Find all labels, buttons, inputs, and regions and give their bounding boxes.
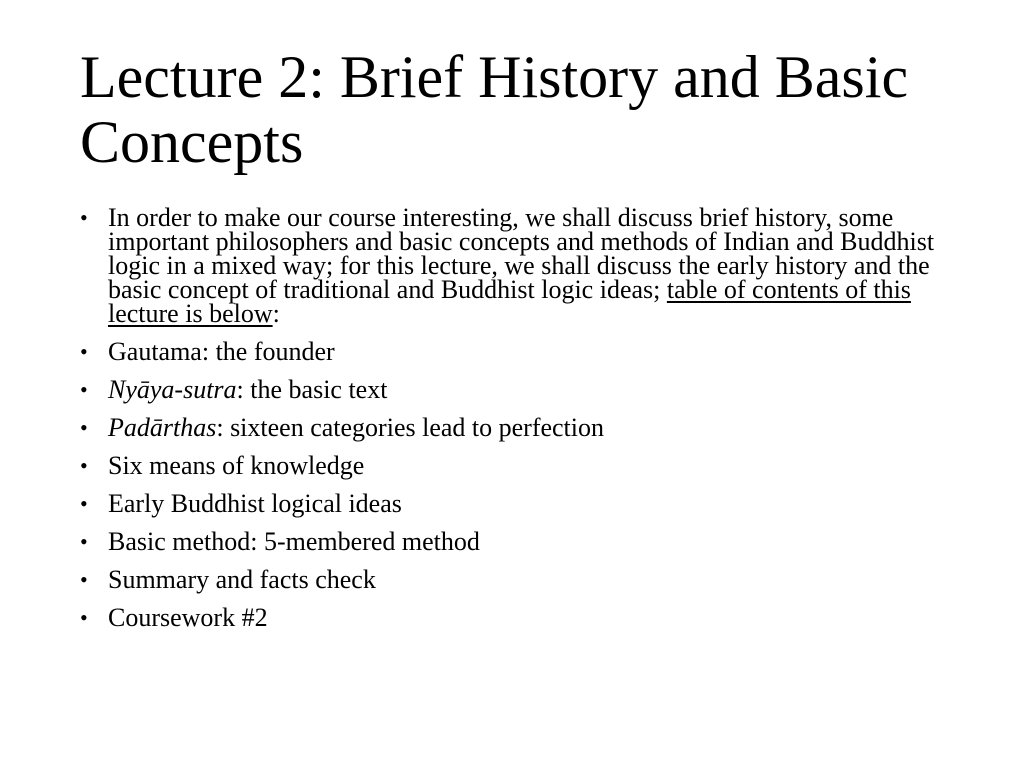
text-segment: Gautama: the founder [108, 337, 335, 366]
list-item [80, 375, 958, 404]
bullet-text [108, 203, 958, 328]
list-item [80, 451, 958, 480]
bullet-text [108, 603, 958, 632]
bullet-marker: • [80, 339, 88, 364]
bullet-text [108, 413, 958, 442]
list-item [80, 565, 958, 594]
bullet-marker: • [80, 415, 88, 440]
bullet-text [108, 451, 958, 480]
bullet-marker: • [80, 453, 88, 478]
text-segment: In order to make our course interesting, we shall discuss brief history, some important philosophers and basic concepts and methods of Indian and Buddhist logic in a mixed way; for this lecture, we shall discuss the early history and the basic concept of traditional and Buddhist logic ideas; [108, 203, 935, 304]
text-segment: : [272, 299, 280, 328]
list-item [80, 489, 958, 518]
text-segment: Basic method: 5-membered method [108, 527, 480, 556]
bullet-text [108, 527, 958, 556]
text-segment: Summary and facts check [108, 565, 376, 594]
bullet-text [108, 337, 958, 366]
text-segment: : sixteen categories lead to perfection [216, 413, 605, 442]
list-item [80, 413, 958, 442]
text-segment: Padārthas [108, 413, 217, 442]
text-segment: Six means of knowledge [108, 451, 365, 480]
bullet-marker: • [80, 491, 88, 516]
bullet-marker: • [80, 529, 88, 554]
list-item [80, 203, 958, 328]
list-item [80, 603, 958, 632]
slide-title: Lecture 2: Brief History and Basic Concepts [80, 44, 909, 175]
bullet-list [80, 203, 958, 644]
list-item [80, 337, 958, 366]
text-segment: Early Buddhist logical ideas [108, 489, 402, 518]
list-item [80, 527, 958, 556]
text-segment: Coursework #2 [108, 603, 268, 632]
text-segment: table of contents of this lecture is below [108, 275, 911, 328]
bullet-text [108, 565, 958, 594]
text-segment: Nyāya-sutra [108, 375, 237, 404]
bullet-marker: • [80, 377, 88, 402]
bullet-text [108, 489, 958, 518]
bullet-marker: • [80, 605, 88, 630]
bullet-marker: • [80, 567, 88, 592]
bullet-text [108, 375, 958, 404]
bullet-marker: • [80, 205, 88, 230]
text-segment: : the basic text [236, 375, 388, 404]
